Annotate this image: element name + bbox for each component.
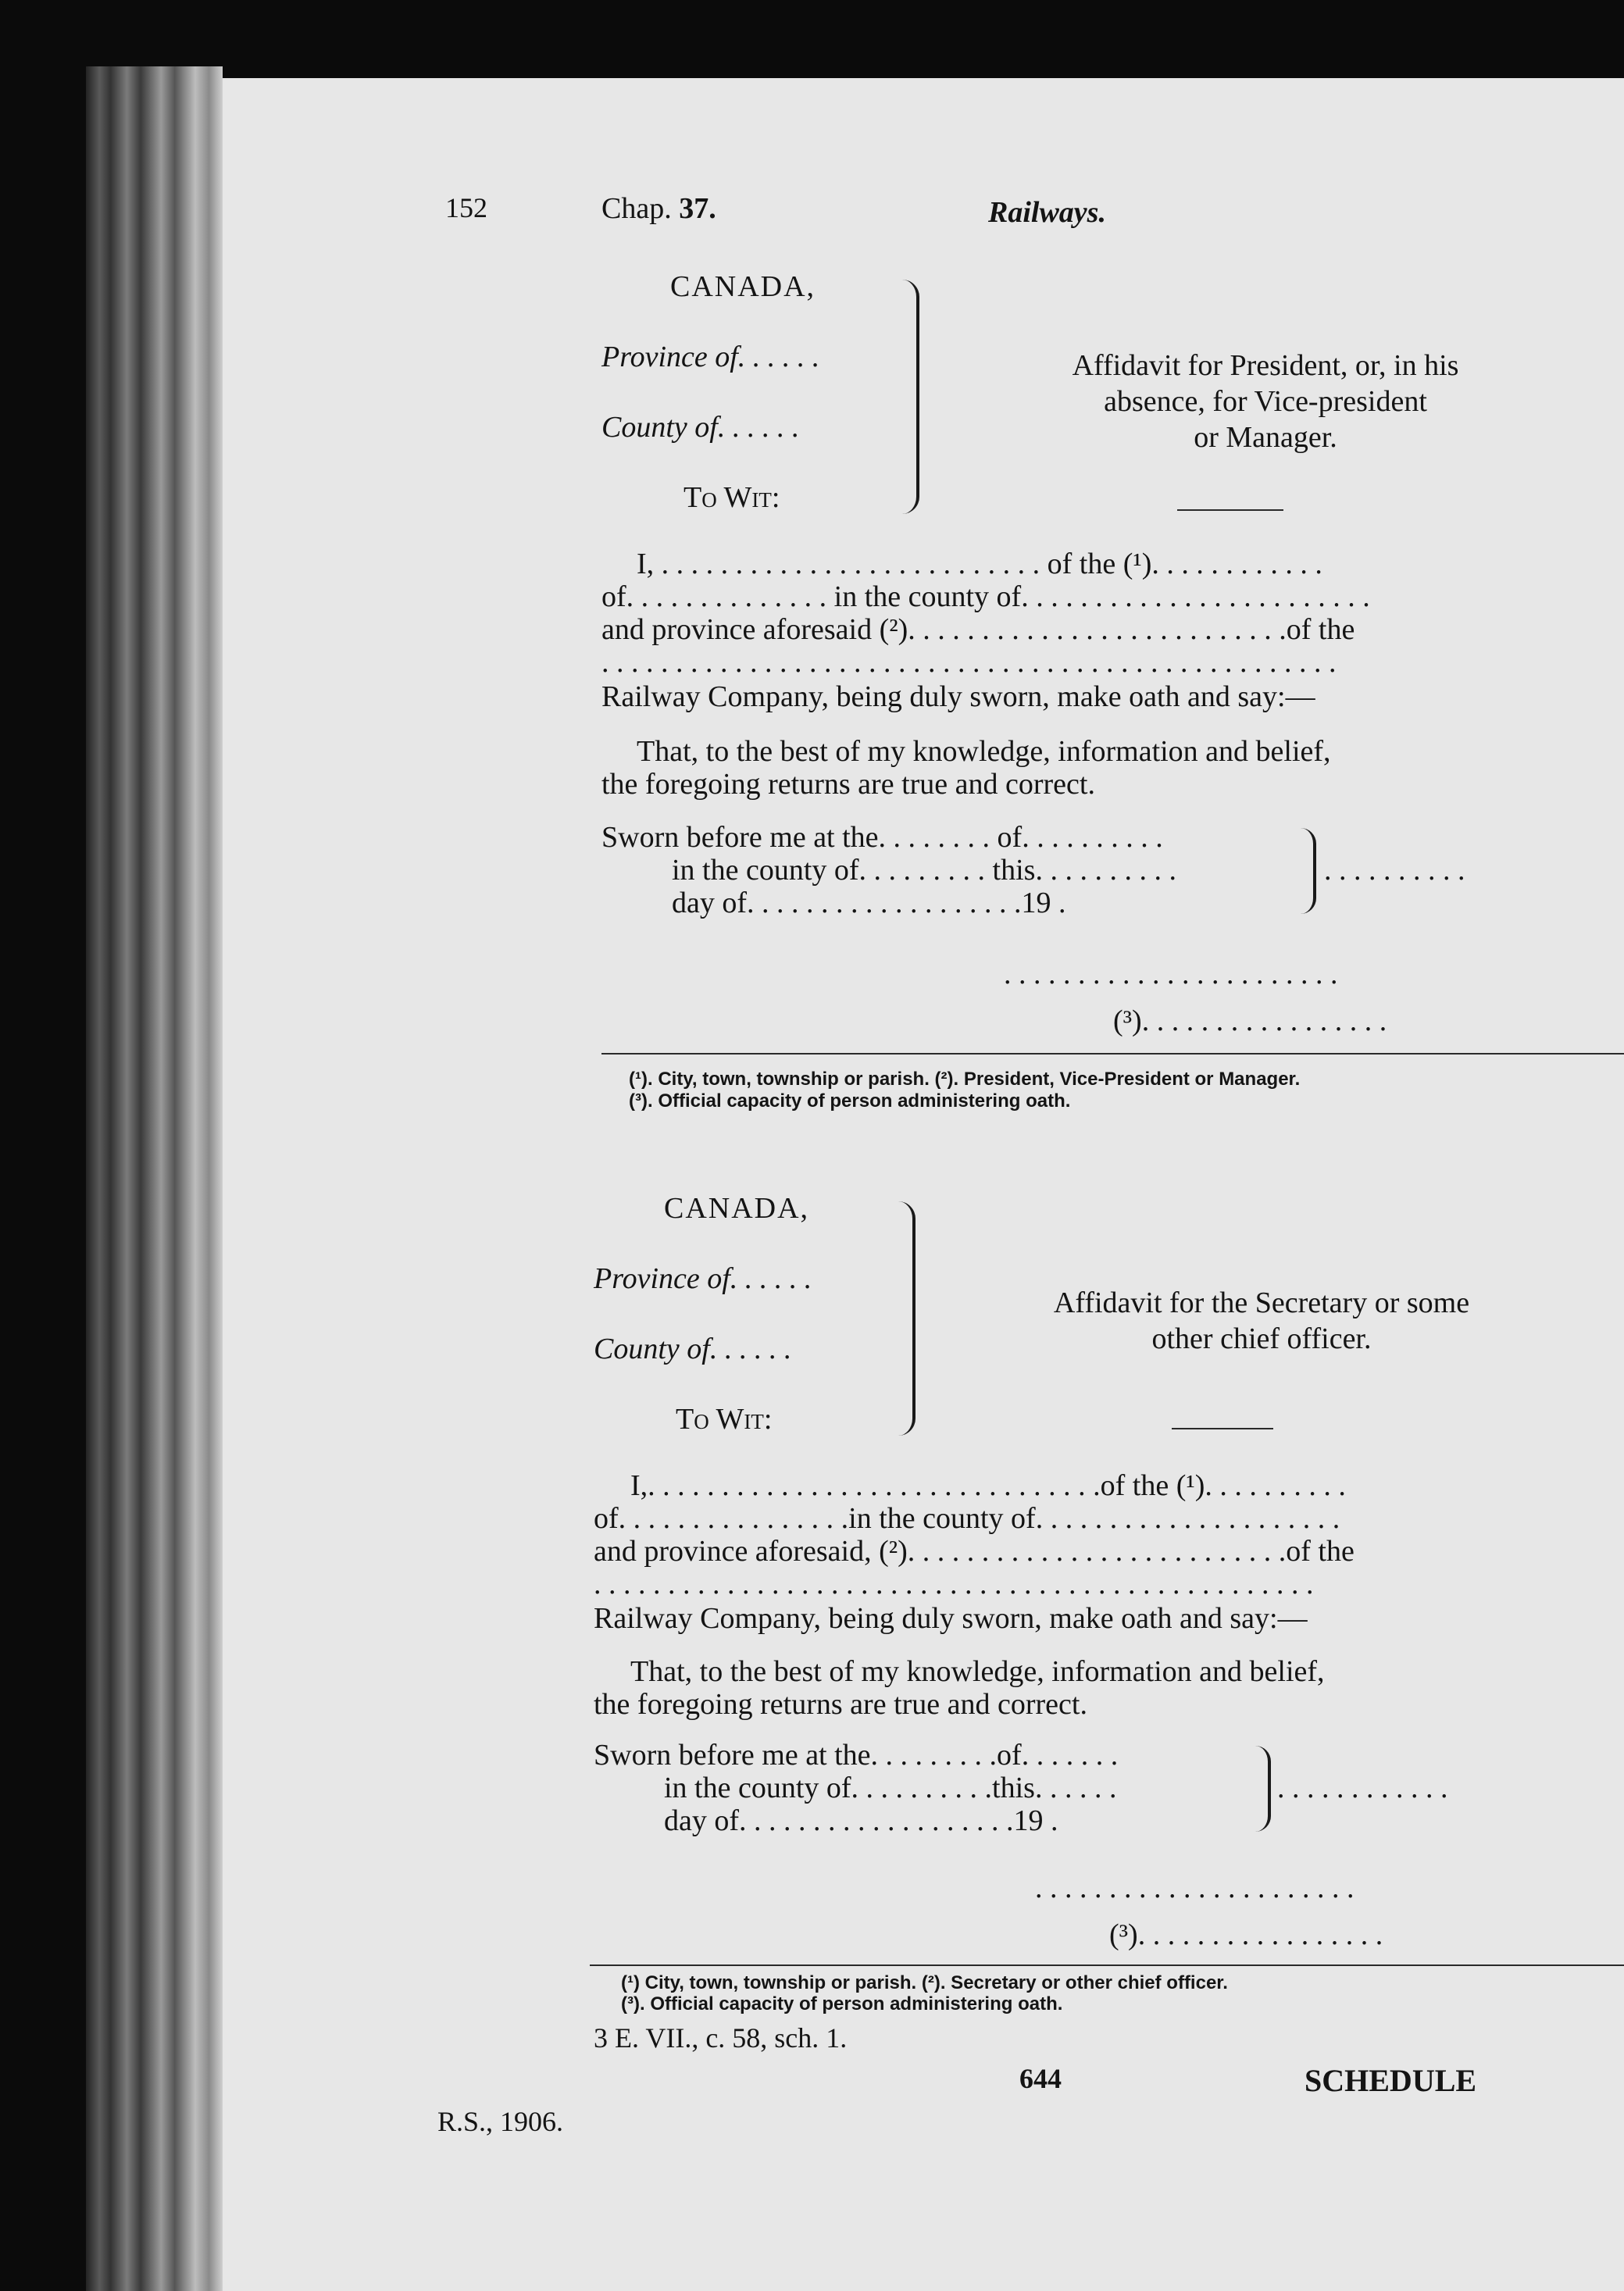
- affidavit-1-title-line-1: Affidavit for President, or, in his: [1072, 349, 1459, 382]
- affidavit-1-province: Province of. . . . . .: [601, 341, 820, 373]
- affidavit-2-title-line-2: other chief officer.: [1151, 1322, 1372, 1355]
- affidavit-1-sworn-3: day of. . . . . . . . . . . . . . . . . . .19 .: [672, 887, 1066, 919]
- affidavit-2-line-3: and province aforesaid, (²). . . . . . . . . . . . . . . . . . . . . . . . . .of the: [594, 1535, 1355, 1568]
- affidavit-1-line-5: Railway Company, being duly sworn, make oath and say:—: [601, 680, 1315, 713]
- affidavit-1-title-rule: [1177, 509, 1283, 511]
- affidavit-1-line-1: I, . . . . . . . . . . . . . . . . . . . . . . . . . . of the (¹). . . . . . . . . . . .: [637, 548, 1322, 580]
- affidavit-2-province: Province of. . . . . .: [594, 1262, 812, 1295]
- affidavit-1-title-line-3: or Manager.: [1194, 421, 1337, 454]
- affidavit-2-sworn-1: Sworn before me at the. . . . . . . . .of. . . . . . .: [594, 1739, 1119, 1772]
- catchword-number: 644: [1019, 2063, 1062, 2094]
- affidavit-2-title-line-1: Affidavit for the Secretary or some: [1053, 1286, 1470, 1319]
- affidavit-1-footnote-1: (¹). City, town, township or parish. (²). President, Vice-President or Manager.: [629, 1069, 1301, 1090]
- affidavit-2-signature-dots: . . . . . . . . . . . . . . . . . . . . . .: [1035, 1872, 1355, 1904]
- affidavit-2-sworn-3: day of. . . . . . . . . . . . . . . . . . .19 .: [664, 1804, 1058, 1837]
- affidavit-2-footnote-2: (³). Official capacity of person administering oath.: [621, 1993, 1063, 2014]
- affidavit-1-line-2: of. . . . . . . . . . . . . . in the county of. . . . . . . . . . . . . . . . . . . . . . . .: [601, 580, 1370, 613]
- chapter-word: Chap.: [601, 192, 672, 225]
- affidavit-1-signature-dots: . . . . . . . . . . . . . . . . . . . . . . .: [1004, 958, 1338, 990]
- statute-citation: 3 E. VII., c. 58, sch. 1.: [594, 2022, 848, 2054]
- affidavit-1-canada: CANADA,: [670, 270, 816, 303]
- affidavit-1-sworn-right: . . . . . . . . . .: [1324, 854, 1465, 887]
- affidavit-1-to-wit: To Wit:: [684, 481, 780, 514]
- affidavit-2-to-wit: To Wit:: [676, 1403, 773, 1436]
- page-number: 152: [445, 192, 487, 223]
- revised-statutes-mark: R.S., 1906.: [437, 2106, 564, 2137]
- affidavit-1-sworn-brace: [1301, 828, 1316, 914]
- affidavit-1-venue-brace: [902, 280, 919, 514]
- affidavit-2-county: County of. . . . . .: [594, 1333, 792, 1365]
- affidavit-2-para-1: That, to the best of my knowledge, information and belief,: [630, 1655, 1325, 1688]
- affidavit-1-para-2: the foregoing returns are true and correct.: [601, 768, 1095, 801]
- affidavit-2-title: [973, 1285, 1551, 1357]
- affidavit-2-footnote-rule: [590, 1964, 1624, 1966]
- affidavit-1-title: [984, 348, 1547, 455]
- affidavit-2-sworn-2: in the county of. . . . . . . . . .this. . . . . .: [664, 1772, 1117, 1804]
- affidavit-1-signature-line: (³). . . . . . . . . . . . . . . . .: [1113, 1005, 1387, 1037]
- affidavit-1-line-4: . . . . . . . . . . . . . . . . . . . . . . . . . . . . . . . . . . . . . . . . . . . . . . . . . .: [601, 646, 1337, 679]
- affidavit-2-sworn-brace: [1255, 1746, 1271, 1832]
- affidavit-1-sworn-1: Sworn before me at the. . . . . . . . of. . . . . . . . . .: [601, 821, 1163, 854]
- affidavit-2-title-rule: [1172, 1428, 1273, 1429]
- affidavit-2-sworn-right: . . . . . . . . . . . .: [1277, 1772, 1448, 1804]
- affidavit-1-sworn-2: in the county of. . . . . . . . . this. . . . . . . . . .: [672, 854, 1176, 887]
- affidavit-2-line-5: Railway Company, being duly sworn, make oath and say:—: [594, 1602, 1308, 1635]
- affidavit-2-line-4: . . . . . . . . . . . . . . . . . . . . . . . . . . . . . . . . . . . . . . . . . . . . . . . . .: [594, 1568, 1314, 1600]
- affidavit-2-para-2: the foregoing returns are true and correct.: [594, 1688, 1087, 1721]
- affidavit-1-para-1: That, to the best of my knowledge, information and belief,: [637, 735, 1331, 768]
- affidavit-1-line-3: and province aforesaid (²). . . . . . . . . . . . . . . . . . . . . . . . . .of the: [601, 613, 1355, 646]
- book-spine: [86, 66, 223, 2291]
- affidavit-2-footnote-1: (¹) City, town, township or parish. (²). Secretary or other chief officer.: [621, 1972, 1228, 1993]
- catchword: SCHEDULE: [1305, 2063, 1477, 2098]
- affidavit-2-signature-line: (³). . . . . . . . . . . . . . . . .: [1109, 1918, 1383, 1951]
- affidavit-1-title-line-2: absence, for Vice-president: [1104, 385, 1427, 418]
- affidavit-1-footnote-rule: [601, 1053, 1624, 1055]
- affidavit-1-county: County of. . . . . .: [601, 411, 800, 444]
- affidavit-2-line-1: I,. . . . . . . . . . . . . . . . . . . . . . . . . . . . . . .of the (¹). . . . . . . . . .: [630, 1469, 1346, 1502]
- affidavit-2-line-2: of. . . . . . . . . . . . . . . .in the county of. . . . . . . . . . . . . . . . . . . . .: [594, 1502, 1340, 1535]
- chapter-number: 37.: [679, 192, 716, 225]
- document-page: [223, 78, 1624, 2291]
- running-title: Railways.: [988, 196, 1106, 229]
- affidavit-1-footnote-2: (³). Official capacity of person administering oath.: [629, 1090, 1071, 1112]
- affidavit-2-venue-brace: [898, 1201, 916, 1436]
- chapter-label: [601, 191, 716, 226]
- affidavit-2-canada: CANADA,: [664, 1192, 810, 1225]
